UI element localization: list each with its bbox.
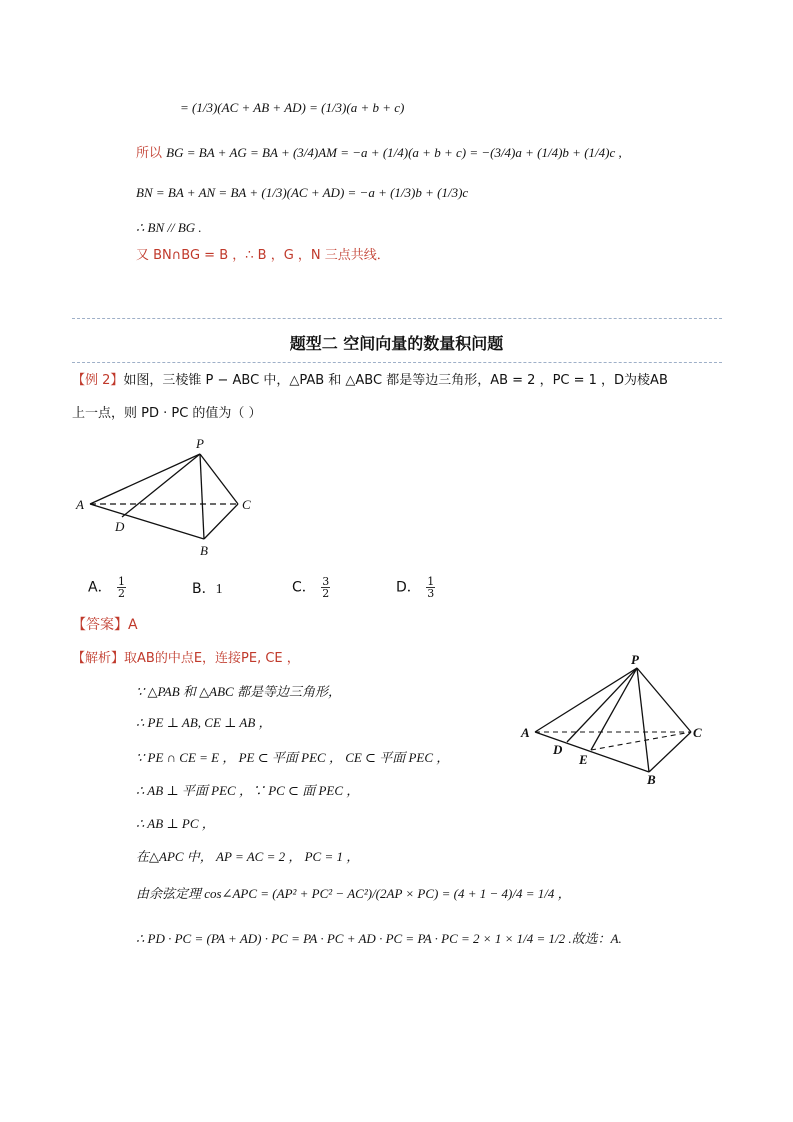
label-p: P bbox=[631, 652, 639, 667]
derivation-line-1: = (1/3)(AC + AB + AD) = (1/3)(a + b + c) bbox=[180, 100, 405, 115]
example-label: 【例 2】 bbox=[72, 373, 124, 388]
option-c[interactable]: C． $\frac{3}{2}$ bbox=[292, 575, 330, 600]
edge-ab bbox=[90, 504, 204, 539]
section-divider-bottom bbox=[72, 362, 722, 363]
edge-bc bbox=[204, 504, 238, 539]
label-a: A bbox=[521, 725, 530, 740]
edge-ce-hidden bbox=[591, 732, 691, 750]
derivation-line-3: BN = BA + AN = BA + (1/3)(AC + AD) = −a + (1/3)b + (1/3)c bbox=[136, 185, 469, 200]
analysis-line-2: ∵ △PAB 和 △ABC 都是等边三角形， bbox=[136, 684, 341, 699]
analysis-line-5: ∴ AB ⊥ 平面 PEC ，∵ PC ⊂ 面 PEC ， bbox=[136, 783, 360, 798]
analysis-line-9: ∴ PD · PC = (PA + AD) · PC = PA · PC + AD · PC = PA · PC = 2 × 1 × 1/4 = 1/2 .故选：A. bbox=[136, 931, 622, 946]
edge-pd bbox=[122, 454, 200, 517]
label-b: B bbox=[647, 772, 656, 787]
label-d: D bbox=[115, 519, 125, 534]
label-c: C bbox=[242, 497, 251, 512]
label-p: P bbox=[196, 436, 204, 451]
option-a[interactable]: A． $\frac{1}{2}$ bbox=[88, 575, 126, 600]
option-b[interactable]: B．1 bbox=[192, 581, 223, 597]
example-statement-line-2: 上一点，则 PD · PC 的值为（ ） bbox=[72, 406, 262, 421]
label-a: A bbox=[76, 497, 84, 512]
label-b: B bbox=[200, 543, 208, 558]
analysis-line-1: 【解析】取AB的中点E，连接PE, CE ， bbox=[72, 651, 300, 666]
label-d: D bbox=[553, 742, 563, 757]
answer-value: A bbox=[128, 617, 138, 633]
analysis-label: 【解析】 bbox=[72, 651, 125, 666]
analysis-line-3: ∴ PE ⊥ AB, CE ⊥ AB ， bbox=[136, 715, 272, 730]
derivation-line-2: 所以 BG = BA + AG = BA + (3/4)AM = −a + (1/4)(a + b + c) = −(3/4)a + (1/4)b + (1/4)c , bbox=[136, 145, 622, 161]
so-label: 所以 bbox=[136, 146, 163, 161]
edge-pa bbox=[90, 454, 200, 504]
label-c: C bbox=[693, 725, 702, 740]
tetrahedron-figure bbox=[70, 432, 270, 562]
section-title: 题型二 空间向量的数量积问题 bbox=[289, 334, 504, 353]
analysis-line-6: ∴ AB ⊥ PC ， bbox=[136, 816, 215, 831]
analysis-line-7: 在△APC 中， AP = AC = 2 ， PC = 1 ， bbox=[136, 849, 360, 864]
analysis-figure bbox=[515, 650, 715, 790]
analysis-line-4: ∵ PE ∩ CE = E ， PE ⊂ 平面 PEC ， CE ⊂ 平面 PEC ， bbox=[136, 750, 450, 765]
answer-line bbox=[72, 615, 138, 635]
option-d[interactable]: D． $\frac{1}{3}$ bbox=[396, 575, 435, 600]
edge-pc bbox=[637, 668, 691, 732]
conclusion-collinear: 又 BN∩BG = B ，∴ B ，G ，N 三点共线． bbox=[136, 248, 390, 263]
conclusion-parallel: ∴ BN // BG . bbox=[136, 220, 202, 235]
answer-label: 【答案】 bbox=[72, 617, 128, 633]
label-e: E bbox=[579, 752, 588, 767]
edge-pb bbox=[637, 668, 649, 772]
analysis-line-8: 由余弦定理 cos∠APC = (AP² + PC² − AC²)/(2AP × PC) = (4 + 1 − 4)/4 = 1/4 ， bbox=[136, 886, 571, 901]
edge-pc bbox=[200, 454, 238, 504]
section-divider-top bbox=[72, 318, 722, 319]
edge-pb bbox=[200, 454, 204, 539]
example-statement-line-1: 【例 2】如图，三棱锥 P − ABC 中，△PAB 和 △ABC 都是等边三角形，AB = 2 ，PC = 1 ，D为棱AB bbox=[72, 373, 668, 388]
